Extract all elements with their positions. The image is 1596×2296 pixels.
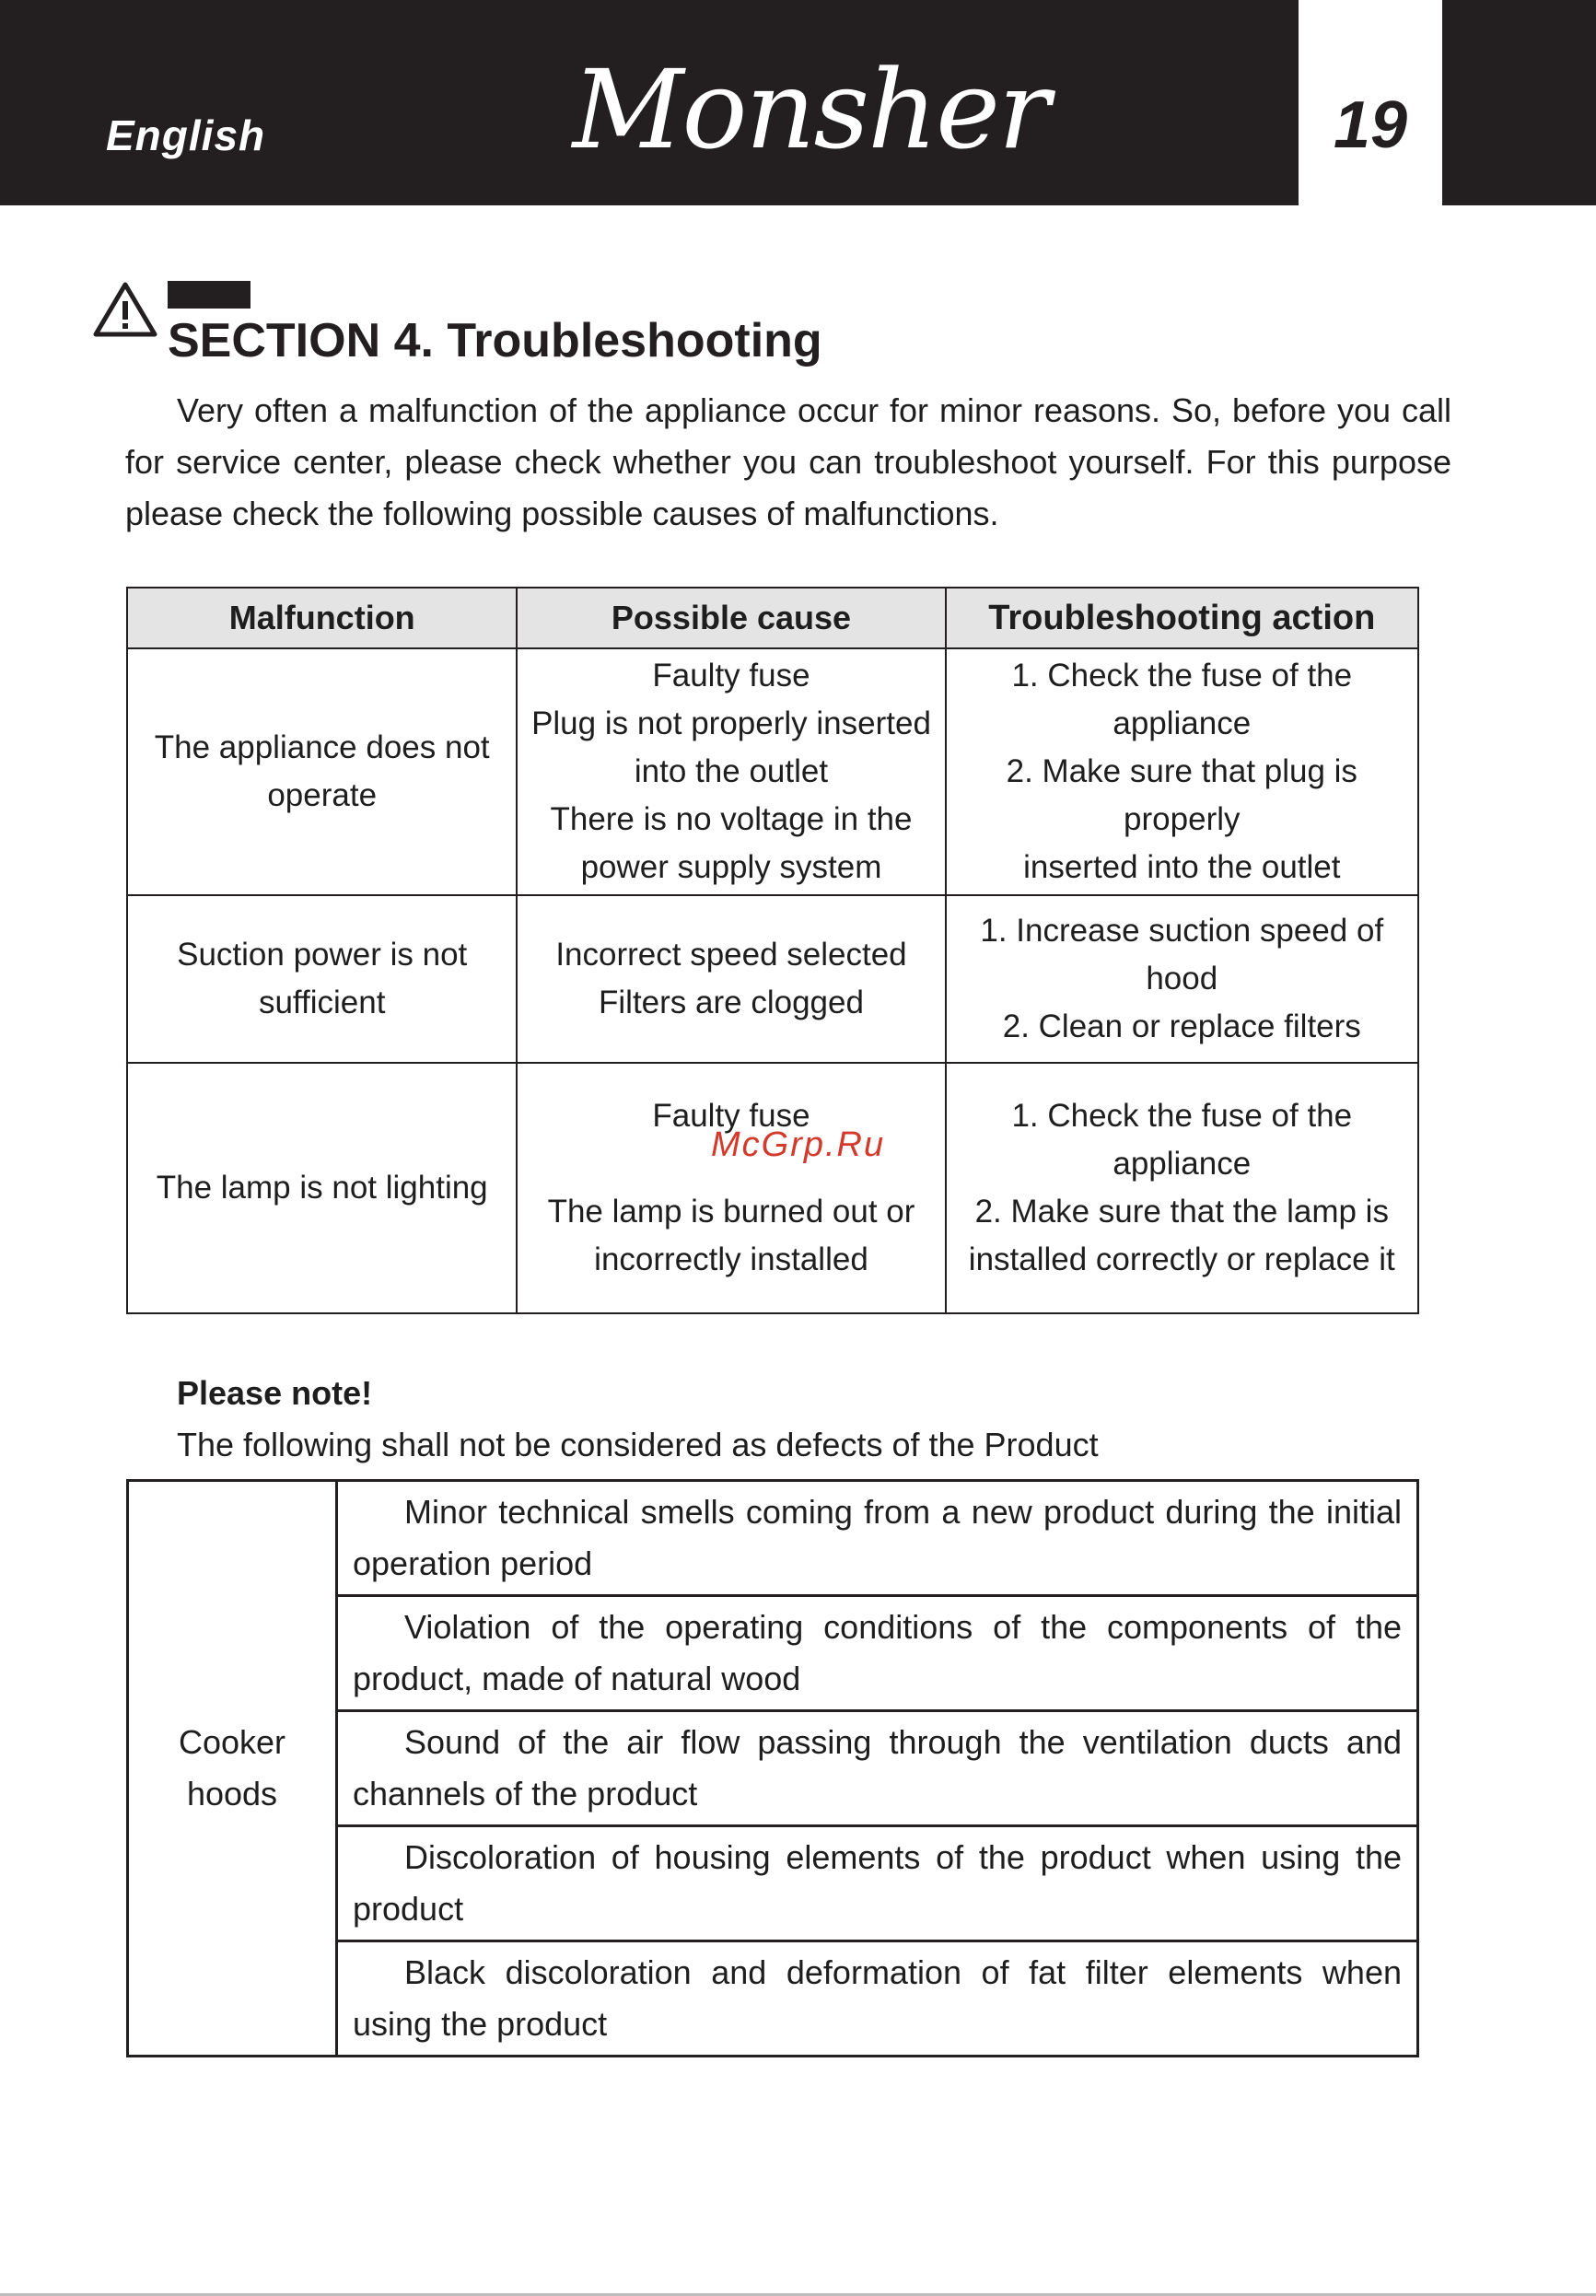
cell-line: Plug is not properly inserted: [531, 705, 931, 741]
cell-line: Faulty fuse: [652, 658, 810, 693]
defect-item: [337, 1826, 1418, 1941]
defect-item: [337, 1711, 1418, 1826]
cell-line: Suction power is not: [177, 937, 468, 973]
defect-text: Violation of the operating conditions of the components of the product, made of natural wood: [353, 1608, 1402, 1697]
action-cell: [946, 895, 1418, 1063]
cell-line: incorrectly installed: [594, 1241, 868, 1277]
header-language: English: [106, 111, 266, 159]
cell-line: The appliance does not: [154, 729, 490, 765]
column-header-cause: Possible cause: [517, 588, 945, 648]
column-header-malfunction: Malfunction: [127, 588, 517, 648]
defect-text: Minor technical smells coming from a new product during the initial operation period: [353, 1493, 1402, 1582]
malfunction-cell: [127, 895, 517, 1063]
note-text: The following shall not be considered as defects of the Product: [177, 1426, 1099, 1463]
cause-cell: [517, 1063, 945, 1313]
cell-line: installed correctly or replace it: [968, 1241, 1395, 1277]
defect-text: Discoloration of housing elements of the product when using the product: [353, 1838, 1402, 1928]
cause-cell: [517, 648, 945, 895]
brand-logo: Monsher: [572, 46, 1049, 173]
page-number: 19: [1333, 88, 1408, 162]
defect-item: [337, 1941, 1418, 2057]
cell-line: inserted into the outlet: [1023, 849, 1341, 885]
cell-line: into the outlet: [634, 753, 829, 789]
section-marker: [168, 281, 250, 309]
cell-line: The lamp is burned out or: [547, 1194, 915, 1230]
cell-line: 1. Check the fuse of the appliance: [1011, 658, 1353, 741]
cell-line: 2. Clean or replace filters: [1002, 1008, 1361, 1044]
watermark: McGrp.Ru: [711, 1125, 886, 1164]
defects-table: [126, 1479, 1419, 2057]
cell-line: There is no voltage in the: [550, 801, 913, 837]
malfunction-cell: [127, 648, 517, 895]
cell-line: Faulty fuse: [652, 1098, 810, 1134]
intro-paragraph: [125, 385, 1451, 540]
malfunction-cell: [127, 1063, 517, 1313]
action-cell: [946, 1063, 1418, 1313]
defect-item: [337, 1596, 1418, 1711]
table-row: [127, 1063, 1418, 1313]
cell-line: Incorrect speed selected: [555, 937, 907, 973]
cell-line: power supply system: [580, 849, 882, 885]
category-cell: Cooker hoods: [128, 1481, 337, 2057]
defect-item: [337, 1481, 1418, 1596]
cell-line: sufficient: [258, 985, 386, 1020]
cause-cell: [517, 895, 945, 1063]
cell-line: Filters are clogged: [599, 985, 864, 1020]
cell-line: 1. Increase suction speed of hood: [980, 913, 1384, 996]
troubleshooting-table: [126, 587, 1419, 1314]
table-header-row: [127, 588, 1418, 648]
cell-line: 1. Check the fuse of the appliance: [1011, 1098, 1353, 1182]
table-row: [127, 895, 1418, 1063]
cell-line: The lamp is not lighting: [156, 1170, 488, 1206]
cell-line: 2. Make sure that the lamp is: [974, 1194, 1389, 1230]
defect-text: Sound of the air flow passing through the ventilation ducts and channels of the product: [353, 1723, 1402, 1812]
warning-triangle-icon: [92, 281, 158, 340]
cell-line: 2. Make sure that plug is properly: [1006, 753, 1357, 837]
note-title: Please note!: [177, 1374, 373, 1412]
intro-text: Very often a malfunction of the appliance occur for minor reasons. So, before you call for service center, please check whether you can troubleshoot yourself. For this purpose please check the following possible causes of malfunctions.: [125, 391, 1451, 532]
cell-line: operate: [267, 777, 378, 813]
table-row: [128, 1481, 1418, 1596]
column-header-action: Troubleshooting action: [946, 588, 1418, 648]
table-row: [127, 648, 1418, 895]
section-title: SECTION 4. Troubleshooting: [168, 314, 822, 367]
defect-text: Black discoloration and deformation of fat filter elements when using the product: [353, 1953, 1402, 2043]
action-cell: [946, 648, 1418, 895]
header-right-block: [1442, 0, 1596, 205]
